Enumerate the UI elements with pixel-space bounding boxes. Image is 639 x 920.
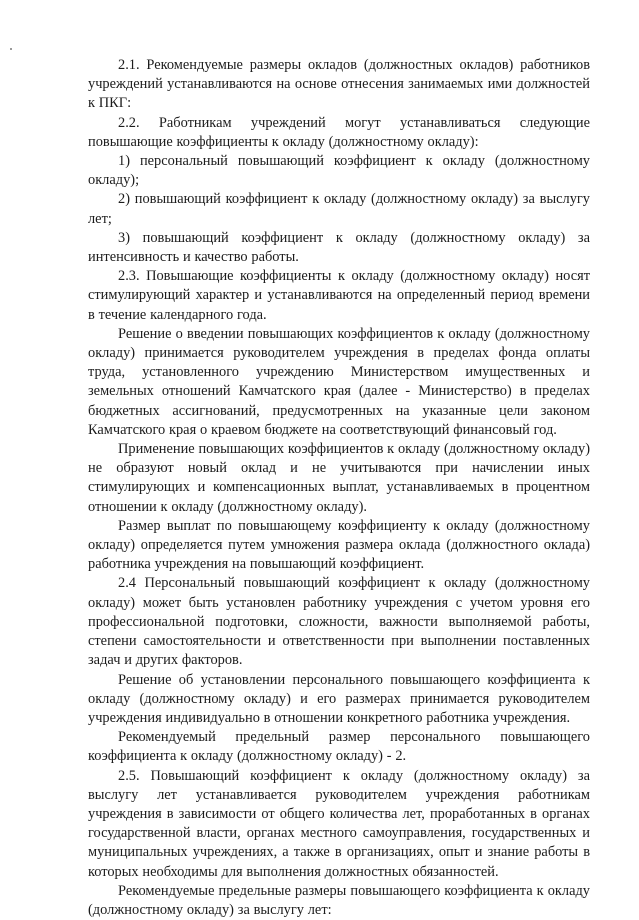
document-body xyxy=(88,56,590,920)
paragraph-payment-size: Размер выплат по повышающему коэффициенту к окладу (должностному окладу) определяется путем умножения размера оклада (должностного оклада) работника учреждения на повышающий коэффициент. xyxy=(88,517,590,573)
scan-artifact-dot xyxy=(10,48,12,50)
paragraph-2-3: 2.3. Повышающие коэффициенты к окладу (должностному окладу) носят стимулирующий характер и устанавливаются на определенный период времени в течение календарного года. xyxy=(88,268,590,323)
list-item-2: 2) повышающий коэффициент к окладу (должностному окладу) за выслугу лет; xyxy=(88,191,590,227)
paragraph-seniority-limits: Рекомендуемые предельные размеры повышающего коэффициента к окладу (должностному окладу) за выслугу лет: xyxy=(88,882,590,918)
paragraph-personal-coefficient-decision: Решение об установлении персонального повышающего коэффициента к окладу (должностному окладу) и его размерах принимается руководителем учреждения индивидуально в отношении конкретного работника учреждения. xyxy=(88,671,590,726)
paragraph-application-coefficients: Применение повышающих коэффициентов к окладу (должностному окладу) не образуют новый оклад и не учитываются при начислении иных стимулирующих и компенсационных выплат, устанавливаемых в процентном отношении к окладу (должностному окладу). xyxy=(88,441,591,515)
paragraph-2-5: 2.5. Повышающий коэффициент к окладу (должностному окладу) за выслугу лет устанавливается руководителем учреждения работникам учреждения в зависимости от общего количества лет, проработанных в органах государственной власти, органах местного самоуправления, государственных и муниципальных учреждениях, а также в организациях, опыт и знание работы в которых необходимы для выполнения должностных обязанностей. xyxy=(88,767,590,880)
paragraph-decision-coefficients: Решение о введении повышающих коэффициентов к окладу (должностному окладу) принимается руководителем учреждения в пределах фонда оплаты труда, установленного учреждению Министерством имущественных и земельных отношений Камчатского края (далее - Министерство) в пределах бюджетных ассигнований, предусмотренных на указанные цели законом Камчатского края о краевом бюджете на соответствующий финансовый год. xyxy=(88,325,590,438)
paragraph-2-4: 2.4 Персональный повышающий коэффициент к окладу (должностному окладу) может быть установлен работнику учреждения с учетом уровня его профессиональной подготовки, сложности, важности выполняемой работы, степени самостоятельности и ответственности при выполнении поставленных задач и других факторов. xyxy=(88,575,590,669)
list-item-3: 3) повышающий коэффициент к окладу (должностному окладу) за интенсивность и качество работы. xyxy=(88,229,590,266)
paragraph-2-2: 2.2. Работникам учреждений могут устанавливаться следующие повышающие коэффициенты к окладу (должностному окладу): xyxy=(88,114,590,150)
paragraph-personal-coefficient-limit: Рекомендуемый предельный размер персонального повышающего коэффициента к окладу (должностному окладу) - 2. xyxy=(88,729,590,765)
list-item-1: 1) персональный повышающий коэффициент к окладу (должностному окладу); xyxy=(88,153,590,189)
paragraph-2-1: 2.1. Рекомендуемые размеры окладов (должностных окладов) работников учреждений устанавливаются на основе отнесения занимаемых ими должностей к ПКГ: xyxy=(88,57,590,112)
